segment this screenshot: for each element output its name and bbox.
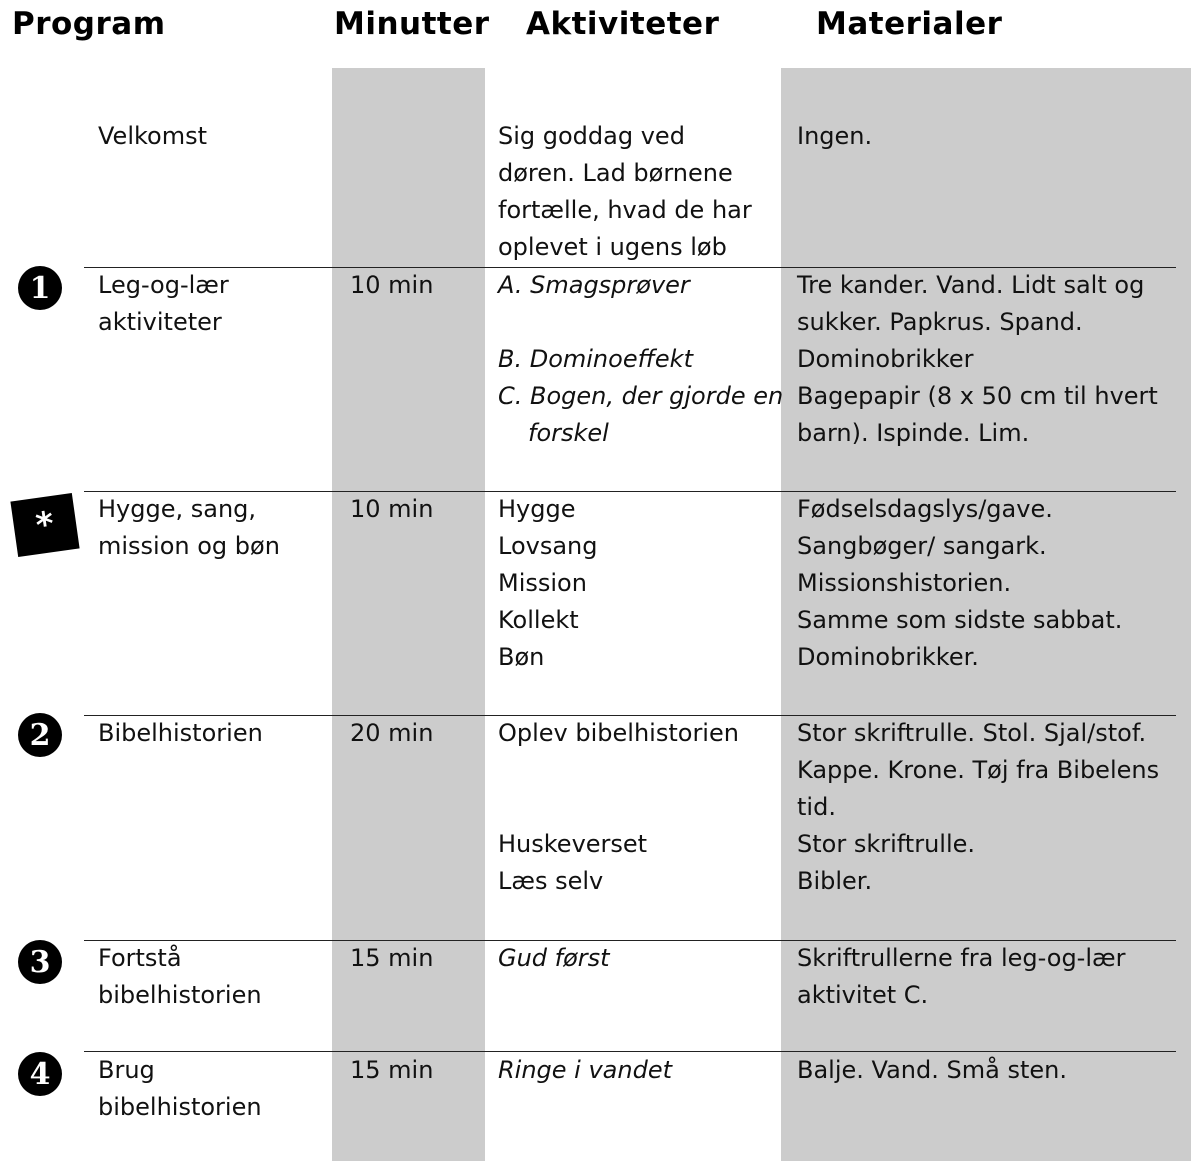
row-velkomst-materials — [797, 118, 872, 155]
asterisk-icon: * — [10, 493, 79, 557]
row-brug-program — [98, 1052, 262, 1126]
minutes-value: 10 min — [350, 495, 434, 523]
activity-line: oplevet i ugens løb — [498, 233, 727, 261]
material-line: Stor skriftrulle. Stol. Sjal/stof. — [797, 719, 1147, 747]
activity-spacer — [498, 789, 739, 826]
row-bibelhistorien-materials — [797, 715, 1159, 900]
material-line: Balje. Vand. Små sten. — [797, 1056, 1067, 1084]
program-label: Fortstå — [98, 944, 182, 972]
step-4-icon: 4 — [18, 1052, 62, 1096]
row-leg-og-laer-materials — [797, 267, 1158, 452]
program-label: mission og bøn — [98, 532, 280, 560]
activity-spacer — [498, 304, 783, 341]
row-forsta-program — [98, 940, 262, 1014]
minutes-value: 10 min — [350, 271, 434, 299]
step-2-icon: 2 — [18, 713, 62, 757]
activity-line: Mission — [498, 569, 587, 597]
activity-line: Bøn — [498, 643, 545, 671]
program-label: Brug — [98, 1056, 155, 1084]
material-line: barn). Ispinde. Lim. — [797, 419, 1030, 447]
material-line: Stor skriftrulle. — [797, 830, 976, 858]
material-line: Fødselsdagslys/gave. — [797, 495, 1053, 523]
material-line: Bagepapir (8 x 50 cm til hvert — [797, 382, 1158, 410]
program-label: Velkomst — [98, 122, 208, 150]
material-line: Missionshistorien. — [797, 569, 1012, 597]
row-velkomst-program — [98, 118, 207, 155]
minutes-value: 20 min — [350, 719, 434, 747]
activity-line: A. Smagsprøver — [498, 271, 690, 299]
material-line: Samme som sidste sabbat. — [797, 606, 1123, 634]
activity-line: B. Dominoeffekt — [498, 345, 693, 373]
row-leg-og-laer-program — [98, 267, 229, 341]
material-line: Sangbøger/ sangark. — [797, 532, 1047, 560]
row-leg-og-laer-activities — [498, 267, 783, 452]
row-forsta-minutes — [350, 940, 433, 977]
program-label: aktiviteter — [98, 308, 222, 336]
minutes-value: 15 min — [350, 1056, 434, 1084]
activity-line: forskel — [528, 419, 609, 447]
row-leg-og-laer-minutes — [350, 267, 433, 304]
activity-line: Ringe i vandet — [498, 1056, 673, 1084]
activity-line: Lovsang — [498, 532, 598, 560]
row-hygge-activities — [498, 491, 598, 676]
activity-line: døren. Lad børnene — [498, 159, 733, 187]
activity-line: fortælle, hvad de har — [498, 196, 752, 224]
minutter-column-shading — [332, 68, 485, 1161]
header-aktiviteter: Aktiviteter — [526, 6, 720, 42]
row-brug-minutes — [350, 1052, 433, 1089]
material-line: Ingen. — [797, 122, 873, 150]
row-brug-activities — [498, 1052, 672, 1089]
material-line: Dominobrikker — [797, 345, 974, 373]
row-hygge-minutes — [350, 491, 433, 528]
material-line: Bibler. — [797, 867, 873, 895]
activity-line: Hygge — [498, 495, 576, 523]
activity-line: Gud først — [498, 944, 610, 972]
material-line: sukker. Papkrus. Spand. — [797, 308, 1083, 336]
header-minutter: Minutter — [334, 6, 490, 42]
row-bibelhistorien-activities — [498, 715, 739, 900]
material-line: Kappe. Krone. Tøj fra Bibelens — [797, 756, 1160, 784]
program-label: bibelhistorien — [98, 981, 262, 1009]
row-bibelhistorien-program — [98, 715, 263, 752]
material-line: Tre kander. Vand. Lidt salt og — [797, 271, 1145, 299]
program-label: Bibelhistorien — [98, 719, 263, 747]
activity-line: Sig goddag ved — [498, 122, 685, 150]
row-brug-materials — [797, 1052, 1067, 1089]
minutes-value: 15 min — [350, 944, 434, 972]
program-label: Leg-og-lær — [98, 271, 229, 299]
header-materialer: Materialer — [816, 6, 1003, 42]
program-label: bibelhistorien — [98, 1093, 262, 1121]
material-line: tid. — [797, 793, 836, 821]
step-3-icon: 3 — [18, 940, 62, 984]
activity-spacer — [498, 752, 739, 789]
material-line: Skriftrullerne fra leg-og-lær — [797, 944, 1126, 972]
activity-line: Oplev bibelhistorien — [498, 719, 739, 747]
row-velkomst-activities — [498, 118, 752, 266]
header-program: Program — [12, 6, 166, 42]
step-1-icon: 1 — [18, 266, 62, 310]
program-label: Hygge, sang, — [98, 495, 257, 523]
activity-line: Huskeverset — [498, 830, 648, 858]
row-forsta-materials — [797, 940, 1125, 1014]
row-hygge-program — [98, 491, 280, 565]
activity-line: Kollekt — [498, 606, 579, 634]
activity-line: C. Bogen, der gjorde en — [498, 382, 784, 410]
material-line: aktivitet C. — [797, 981, 929, 1009]
material-line: Dominobrikker. — [797, 643, 979, 671]
row-bibelhistorien-minutes — [350, 715, 433, 752]
row-forsta-activities — [498, 940, 610, 977]
row-hygge-materials — [797, 491, 1122, 676]
activity-line: Læs selv — [498, 867, 604, 895]
